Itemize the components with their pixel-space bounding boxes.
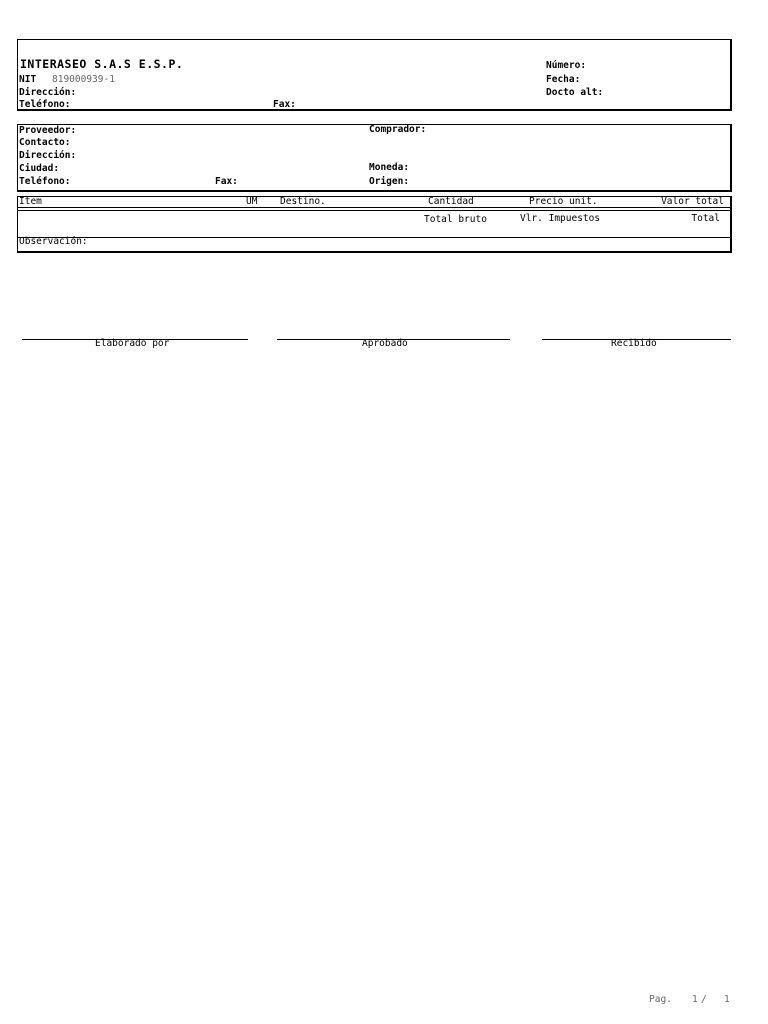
company-name: INTERASEO S.A.S E.S.P. (20, 57, 184, 71)
page-total: 1 (724, 994, 730, 1005)
nit-label: NIT (19, 74, 37, 85)
supplier-fax-label: Fax: (215, 176, 238, 187)
proveedor-label: Proveedor: (19, 125, 77, 136)
vlr-impuestos-label: Vlr. Impuestos (520, 213, 601, 224)
column-header-item: Item (19, 196, 42, 207)
contacto-label: Contacto: (19, 137, 71, 148)
column-header-cantidad: Cantidad (428, 196, 474, 207)
observacion-label: Observación: (19, 236, 88, 247)
column-header-um: UM (246, 196, 258, 207)
column-header-precio-unit: Precio unit. (529, 196, 598, 207)
total-bruto-label: Total bruto (424, 214, 487, 225)
page-label: Pag. (649, 994, 672, 1005)
supplier-telefono-label: Teléfono: (19, 176, 71, 187)
elaborado-por-label: Elaborado por (95, 338, 170, 349)
items-table-box (17, 196, 732, 253)
origen-label: Origen: (369, 176, 410, 187)
fecha-label: Fecha: (546, 74, 581, 85)
page-current: 1 (692, 994, 698, 1005)
company-header-box (17, 39, 732, 111)
nit-value: 819000939-1 (52, 74, 115, 85)
docto-alt-label: Docto alt: (546, 87, 604, 98)
aprobado-label: Aprobado (362, 338, 408, 349)
moneda-label: Moneda: (369, 162, 410, 173)
company-direccion-label: Dirección: (19, 87, 77, 98)
recibido-label: Recibido (611, 338, 657, 349)
comprador-label: Comprador: (369, 124, 427, 135)
supplier-direccion-label: Dirección: (19, 150, 77, 161)
items-header-divider (17, 207, 731, 208)
items-header-divider-2 (17, 210, 731, 211)
page-separator: / (701, 994, 707, 1005)
company-fax-label: Fax: (273, 99, 296, 110)
column-header-valor-total: Valor total (661, 196, 724, 207)
numero-label: Número: (546, 60, 587, 71)
column-header-destino: Destino. (280, 196, 326, 207)
total-label: Total (691, 213, 720, 224)
company-telefono-label: Teléfono: (19, 99, 71, 110)
totals-divider (17, 237, 731, 238)
ciudad-label: Ciudad: (19, 163, 60, 174)
